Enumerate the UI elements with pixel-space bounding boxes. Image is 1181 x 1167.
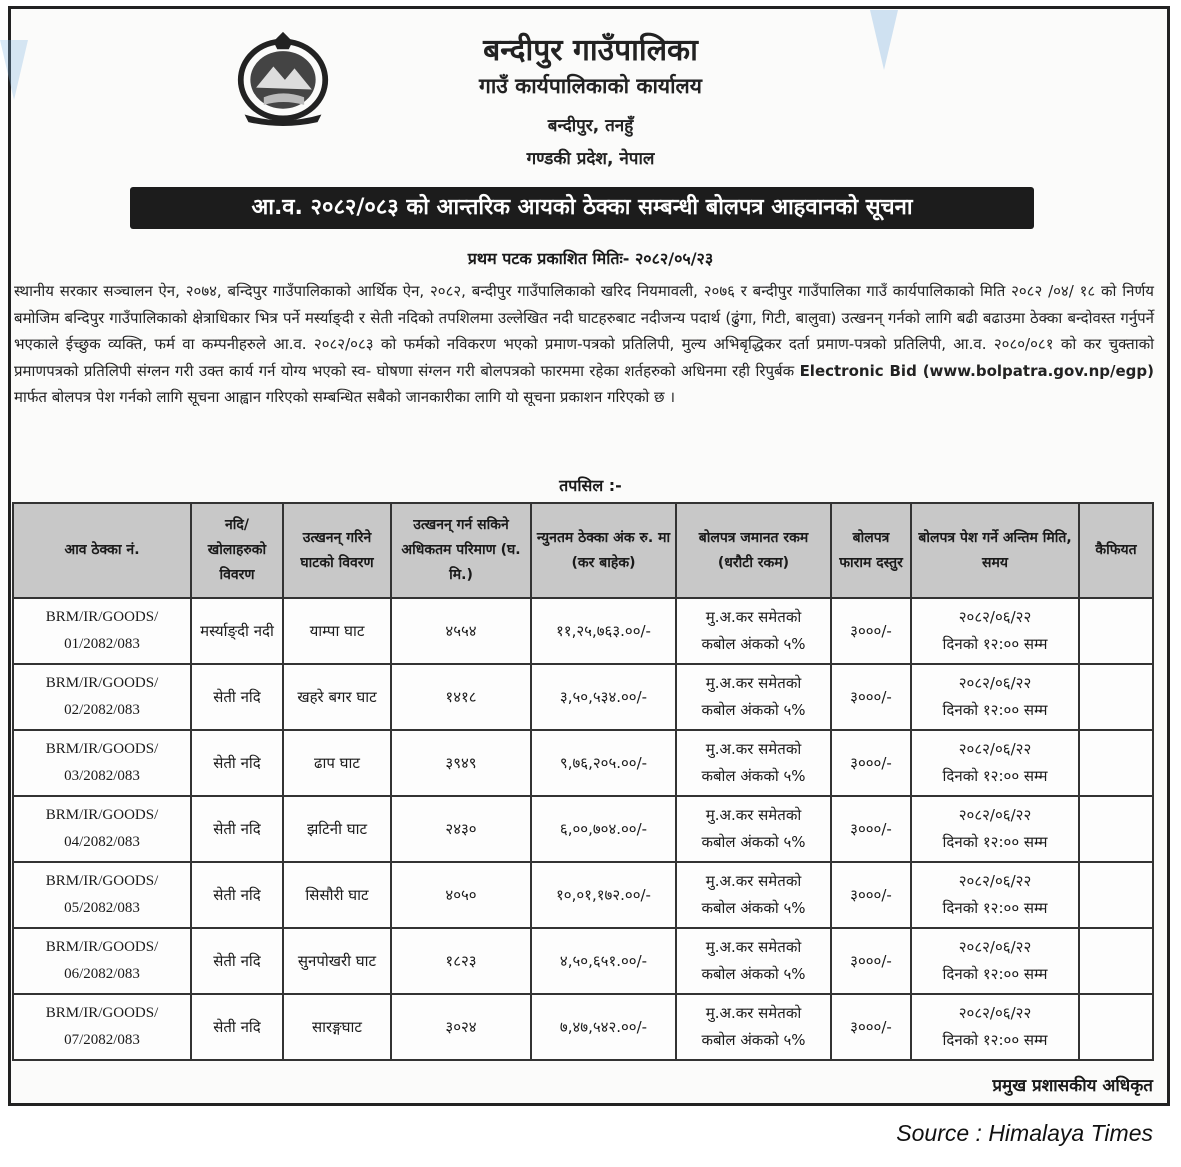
- contract-no: BRM/IR/GOODS/ 05/2082/083: [13, 862, 191, 928]
- bid-security: मु.अ.कर समेतको कबोल अंकको ५%: [676, 862, 831, 928]
- bid-security: मु.अ.कर समेतको कबोल अंकको ५%: [676, 928, 831, 994]
- table-row: [13, 796, 1153, 862]
- col-header-form-fee: बोलपत्र फाराम दस्तुर: [831, 503, 911, 598]
- quantity: ३०२४: [391, 994, 531, 1060]
- bid-security: मु.अ.कर समेतको कबोल अंकको ५%: [676, 796, 831, 862]
- contract-no: BRM/IR/GOODS/ 01/2082/083: [13, 598, 191, 664]
- body-text-part1: स्थानीय सरकार सञ्चालन ऐन, २०७४, बन्दिपुर गाउँपालिकाको आर्थिक ऐन, २०८२, बन्दीपुर गाउँपालिकाको खरिद नियमावली, २०७६ र बन्दीपुर गाउँपालिका गाउँ कार्यपालिकाको मिति २०८२ /०४/ १८ को निर्णय बमोजिम बन्दिपुर गाउँपालिकाको क्षेत्राधिकार भित्र पर्ने मर्स्याङ्दी र सेती नदिको तपशिलमा उल्लेखित नदी घाटहरुबाट नदीजन्य पदार्थ (ढुंगा, गिटी, बालुवा) उत्खनन् गर्नको लागि बढी बढाउमा ठेक्का बन्दोवस्त गर्नुपर्ने भएकाले ईच्छुक व्यक्ति, फर्म वा कम्पनीहरुले आ.व. २०८२/०८३ को फर्मको नविकरण भएको प्रमाण-पत्रको प्रतिलिपी, मुल्य अभिबृद्धिकर दर्ता प्रमाण-पत्रको प्रतिलिपी, आ.व. २०८०/०८१ को कर चुक्ताको प्रमाणपत्रको प्रतिलिपी संग्लन गरी उक्त कार्य गर्न योग्य भएको स्व- घोषणा संग्लन गरी बोलपत्रको फारममा रहेका शर्तहरुको अधिनमा रही रिपुर्बक: [14, 282, 1154, 380]
- quantity: ४५५४: [391, 598, 531, 664]
- remarks: [1079, 796, 1153, 862]
- col-header-river: नदि/ खोलाहरुको विवरण: [191, 503, 283, 598]
- egp-link-text: Electronic Bid (www.bolpatra.gov.np/egp): [799, 361, 1154, 380]
- source-credit: Source : Himalaya Times: [896, 1120, 1153, 1146]
- form-fee: ३०००/-: [831, 928, 911, 994]
- col-header-remarks: कैफियत: [1079, 503, 1153, 598]
- remarks: [1079, 730, 1153, 796]
- published-date: प्रथम पटक प्रकाशित मितिः- २०८२/०५/२३: [467, 249, 714, 268]
- notice-body: [14, 278, 1154, 411]
- bid-security: मु.अ.कर समेतको कबोल अंकको ५%: [676, 664, 831, 730]
- form-fee: ३०००/-: [831, 598, 911, 664]
- schedule-label: तपसिल :-: [559, 476, 622, 495]
- river-name: सेती नदि: [191, 928, 283, 994]
- min-amount: १०,०१,१७२.००/-: [531, 862, 676, 928]
- form-fee: ३०००/-: [831, 664, 911, 730]
- tender-table: [12, 502, 1154, 1061]
- remarks: [1079, 598, 1153, 664]
- location: बन्दीपुर, तनहुँ: [547, 116, 634, 136]
- ghat-name: झटिनी घाट: [283, 796, 391, 862]
- table-row: [13, 994, 1153, 1060]
- table-row: [13, 862, 1153, 928]
- river-name: मर्स्याङ्दी नदी: [191, 598, 283, 664]
- contract-no: BRM/IR/GOODS/ 03/2082/083: [13, 730, 191, 796]
- min-amount: ४,५०,६५१.००/-: [531, 928, 676, 994]
- table-row: [13, 664, 1153, 730]
- bid-security: मु.अ.कर समेतको कबोल अंकको ५%: [676, 994, 831, 1060]
- table-header-row: [13, 503, 1153, 598]
- notice-title-banner: आ.व. २०८२/०८३ को आन्तरिक आयको ठेक्का सम्बन्धी बोलपत्र आहवानको सूचना: [130, 187, 1034, 229]
- table-row: [13, 598, 1153, 664]
- deadline: २०८२/०६/२२ दिनको १२:०० सम्म: [911, 598, 1079, 664]
- ghat-name: सारङ्गघाट: [283, 994, 391, 1060]
- min-amount: ६,००,७०४.००/-: [531, 796, 676, 862]
- ghat-name: सिसौरी घाट: [283, 862, 391, 928]
- province: गण्डकी प्रदेश, नेपाल: [526, 149, 655, 169]
- body-text-part2: मार्फत बोलपत्र पेश गर्नको लागि सूचना आह्वान गरिएको सम्बन्धित सबैको जानकारीका लागि यो सूचना प्रकाशन गरिएको छ ।: [14, 388, 676, 406]
- river-name: सेती नदि: [191, 664, 283, 730]
- min-amount: ७,४७,५४२.००/-: [531, 994, 676, 1060]
- form-fee: ३०००/-: [831, 862, 911, 928]
- deadline: २०८२/०६/२२ दिनको १२:०० सम्म: [911, 796, 1079, 862]
- quantity: ४०५०: [391, 862, 531, 928]
- quantity: ३९४९: [391, 730, 531, 796]
- ghat-name: सुनपोखरी घाट: [283, 928, 391, 994]
- col-header-min-amount: न्युनतम ठेक्का अंक रु. मा (कर बाहेक): [531, 503, 676, 598]
- river-name: सेती नदि: [191, 730, 283, 796]
- signature-title: प्रमुख प्रशासकीय अधिकृत: [992, 1076, 1153, 1096]
- form-fee: ३०००/-: [831, 994, 911, 1060]
- remarks: [1079, 994, 1153, 1060]
- min-amount: ११,२५,७६३.००/-: [531, 598, 676, 664]
- contract-no: BRM/IR/GOODS/ 06/2082/083: [13, 928, 191, 994]
- col-header-contract-no: आव ठेक्का नं.: [13, 503, 191, 598]
- municipality-name: बन्दीपुर गाउँपालिका: [483, 33, 698, 68]
- col-header-quantity: उत्खनन् गर्न सकिने अधिकतम परिमाण (घ. मि.): [391, 503, 531, 598]
- contract-no: BRM/IR/GOODS/ 07/2082/083: [13, 994, 191, 1060]
- col-header-ghat: उत्खनन् गरिने घाटको विवरण: [283, 503, 391, 598]
- col-header-deadline: बोलपत्र पेश गर्ने अन्तिम मिति, समय: [911, 503, 1079, 598]
- quantity: २४३०: [391, 796, 531, 862]
- deadline: २०८२/०६/२२ दिनको १२:०० सम्म: [911, 862, 1079, 928]
- deadline: २०८२/०६/२२ दिनको १२:०० सम्म: [911, 994, 1079, 1060]
- ghat-name: ढाप घाट: [283, 730, 391, 796]
- deadline: २०८२/०६/२२ दिनको १२:०० सम्म: [911, 730, 1079, 796]
- quantity: १८२३: [391, 928, 531, 994]
- remarks: [1079, 664, 1153, 730]
- ghat-name: याम्पा घाट: [283, 598, 391, 664]
- table-row: [13, 730, 1153, 796]
- river-name: सेती नदि: [191, 994, 283, 1060]
- ghat-name: खहरे बगर घाट: [283, 664, 391, 730]
- remarks: [1079, 928, 1153, 994]
- contract-no: BRM/IR/GOODS/ 02/2082/083: [13, 664, 191, 730]
- quantity: १४१८: [391, 664, 531, 730]
- bid-security: मु.अ.कर समेतको कबोल अंकको ५%: [676, 598, 831, 664]
- table-row: [13, 928, 1153, 994]
- river-name: सेती नदि: [191, 862, 283, 928]
- deadline: २०८२/०६/२२ दिनको १२:०० सम्म: [911, 928, 1079, 994]
- form-fee: ३०००/-: [831, 730, 911, 796]
- remarks: [1079, 862, 1153, 928]
- deadline: २०८२/०६/२२ दिनको १२:०० सम्म: [911, 664, 1079, 730]
- col-header-bid-security: बोलपत्र जमानत रकम (धरौटी रकम): [676, 503, 831, 598]
- form-fee: ३०००/-: [831, 796, 911, 862]
- min-amount: ९,७६,२०५.००/-: [531, 730, 676, 796]
- office-name: गाउँ कार्यपालिकाको कार्यालय: [479, 74, 702, 98]
- min-amount: ३,५०,५३४.००/-: [531, 664, 676, 730]
- bid-security: मु.अ.कर समेतको कबोल अंकको ५%: [676, 730, 831, 796]
- river-name: सेती नदि: [191, 796, 283, 862]
- contract-no: BRM/IR/GOODS/ 04/2082/083: [13, 796, 191, 862]
